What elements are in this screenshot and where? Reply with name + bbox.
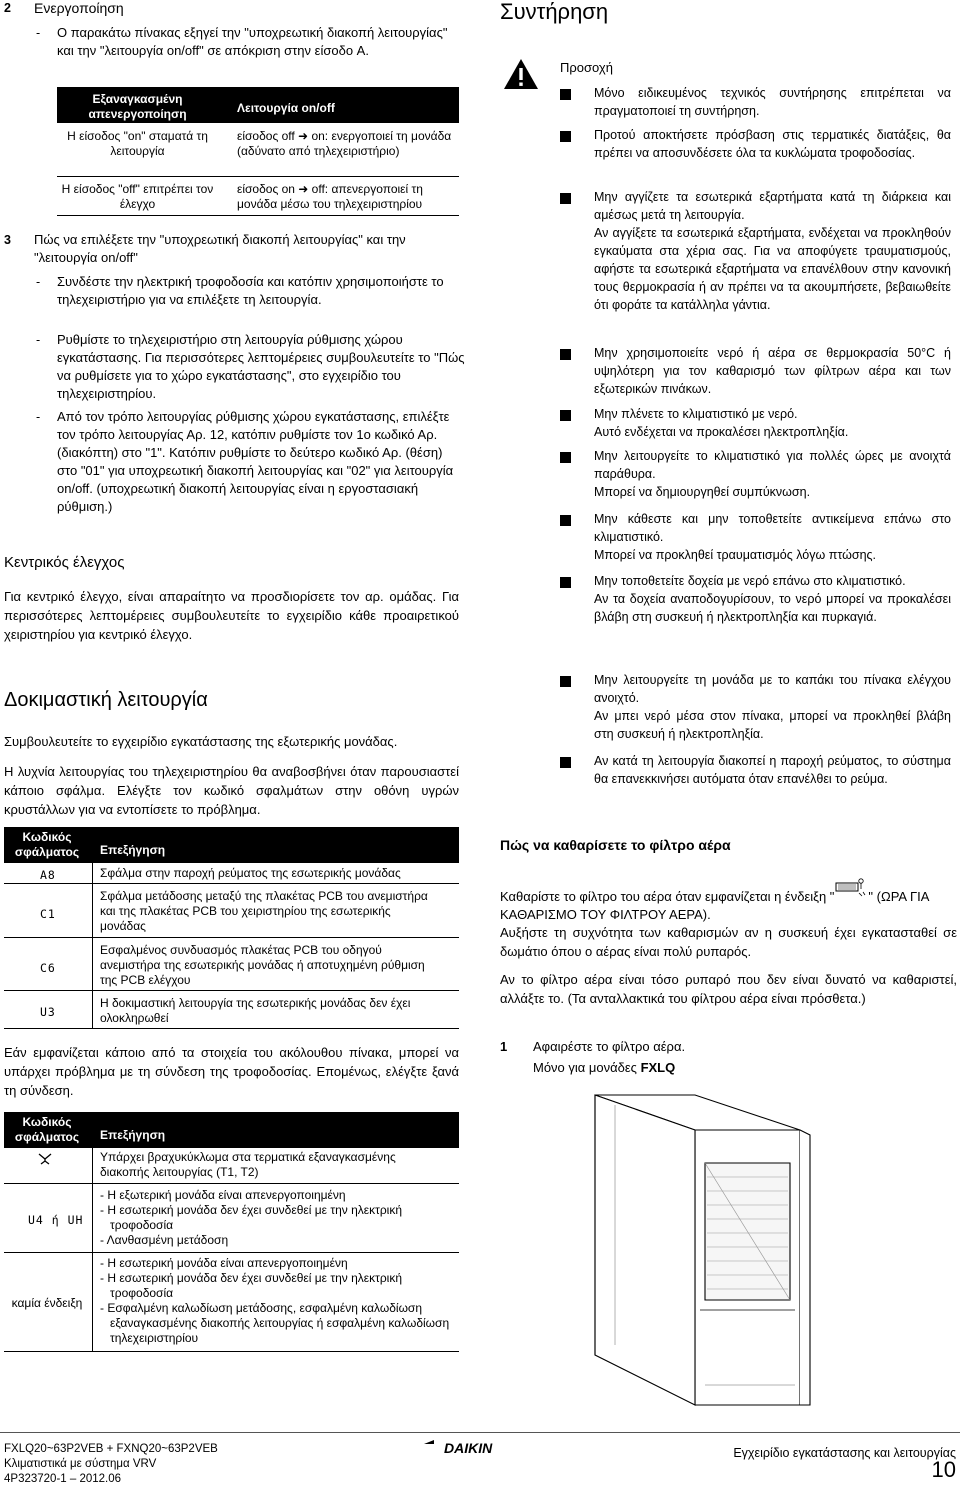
test-operation-p1: Συμβουλευτείτε το εγχειρίδιο εγκατάστασης της εξωτερικής μονάδας.	[4, 734, 398, 749]
arrow-right-icon: ➜	[298, 182, 309, 196]
svg-text:DAIKIN: DAIKIN	[444, 1440, 493, 1456]
error-table-2-header-explanation: Επεξήγηση	[100, 1128, 166, 1142]
bullet-dash: -	[36, 410, 41, 424]
error-text-c1: Σφάλμα μετάδοσης μεταξύ της πλακέτας PCB του ανεμιστήρα και της πλακέτας PCB του χειριστηρίου της εσωτερικής μονάδας	[100, 889, 428, 933]
power-connection-note: Εάν εμφανίζεται κάποιο από τα στοιχεία του ακόλουθου πίνακα, μπορεί να υπάρχει πρόβλημα με τη σύνδεση της τροφοδοσίας. Επομένως, ελέγξτε ξανά τη σύνδεση.	[4, 1045, 459, 1098]
caution-item: Μην τοποθετείτε δοχεία με νερό επάνω στο κλιματιστικό. Αν τα δοχεία αναποδογυρίσουν, το νερό μπορεί να προκαλέσει βλάβη στη συσκευή ή ηλεκτροπληξία και πυρκαγιά.	[594, 574, 951, 624]
section-2-title: Ενεργοποίηση	[34, 0, 124, 16]
mode-table-header-1: Εξαναγκασμένη απενεργοποίηση	[88, 92, 187, 121]
error-table-2-header-code: Κωδικός σφάλματος	[14, 1115, 80, 1144]
error-text-c6: Εσφαλμένος συνδυασμός πλακέτας PCB του οδηγού ανεμιστήρα της εσωτερικής μονάδας ή αποτυχημένη ρύθμιση της PCB ελέγχου	[100, 943, 425, 987]
footer-subtitle: Κλιματιστικά με σύστημα VRV	[4, 1458, 157, 1470]
central-control-title: Κεντρικός έλεγχος	[4, 554, 125, 571]
error-text-u4-uh: - Η εξωτερική μονάδα είναι απενεργοποιημένη - Η εσωτερική μονάδα δεν έχει συνδεθεί με την ηλεκτρική τροφοδοσία - Λανθασμένη μετάδοση	[100, 1188, 403, 1247]
footer-doc-number: 4P323720-1 – 2012.06	[4, 1473, 122, 1485]
test-operation-title: Δοκιμαστική λειτουργία	[4, 689, 208, 711]
filter-clean-icon	[834, 882, 868, 900]
test-operation-p2: Η λυχνία λειτουργίας του τηλεχειριστηρίου θα αναβοσβήνει όταν παρουσιαστεί κάποιο σφάλμα. Ελέγξτε τον κωδικό σφαλμάτων στην οθόνη υγρών κρυστάλλων για να εντοπίσετε το πρόβλημα.	[4, 764, 459, 817]
section-3-number: 3	[4, 233, 11, 247]
step-number: 1	[500, 1039, 508, 1054]
arrow-right-icon: ➜	[298, 129, 309, 143]
page-number: 10	[931, 1457, 956, 1482]
indoor-unit-illustration	[585, 1085, 835, 1415]
caution-item: Μην λειτουργείτε το κλιματιστικό για πολλές ώρες με ανοιχτά παράθυρα. Μπορεί να δημιουργηθεί συμπύκνωση.	[594, 449, 951, 499]
error-code-a8: A8	[40, 868, 56, 882]
filter-paragraph-3: Αν το φίλτρο αέρα είναι τόσο ρυπαρό που δεν είναι δυνατό να καθαριστεί, αλλάξτε το. (Τα ανταλλακτικά του φίλτρου αέρα είναι πρόσθετα.)	[500, 972, 957, 1006]
caution-item: Μην λειτουργείτε τη μονάδα με το καπάκι του πίνακα ελέγχου ανοιχτό. Αν μπει νερό μέσα στον πίνακα, μπορεί να προκληθεί βλάβη στη συσκευή ή ηλεκτροπληξία.	[594, 673, 951, 741]
error-table-1-header-explanation: Επεξήγηση	[100, 843, 166, 857]
central-control-text: Για κεντρικό έλεγχο, είναι απαραίτητο να προσδιορίσετε τον αρ. ομάδας. Για περισσότερες λεπτομέρειες συμβουλευτείτε το εγχειρίδιο κάθε προαιρετικού χειριστηρίου για κεντρικό έλεγχο.	[4, 589, 459, 642]
bullet-dash: -	[36, 275, 41, 289]
error-code-u3: U3	[40, 1005, 56, 1019]
maintenance-title: Συντήρηση	[500, 0, 609, 24]
error-code-c6: C6	[40, 961, 56, 975]
caution-item: Μόνο ειδικευμένος τεχνικός συντήρησης επιτρέπεται να πραγματοποιεί τη συντήρηση.	[594, 86, 951, 118]
warning-triangle-icon	[503, 58, 539, 90]
mode-table-r1c1: Η είσοδος "on" σταματά τη λειτουργία	[67, 129, 208, 158]
section-3-bullet-3: Από τον τρόπο λειτουργίας ρύθμισης χώρου εγκατάστασης, επιλέξτε τον τρόπο λειτουργίας Αρ. 12, κατόπιν ρυθμίστε τον 1ο κωδικό Αρ. (διακόπτη) στο "1". Κατόπιν ρυθμίστε το δεύτερο κωδικό Αρ. (θέση) στο "01" για υποχρεωτική διακοπή λειτουργίας και "02" για λειτουργία on/off. (υποχρεωτική διακοπή λειτουργίας είναι η εργοστασιακή ρύθμιση.)	[57, 409, 454, 514]
error-code-c1: C1	[40, 907, 56, 921]
filter-section-title: Πώς να καθαρίσετε το φίλτρο αέρα	[500, 837, 731, 853]
section-3-bullet-1: Συνδέστε την ηλεκτρική τροφοδοσία και κατόπιν χρησιμοποιήστε το τηλεχειριστήριο για να επιλέξετε τη λειτουργία.	[57, 274, 444, 307]
filter-paragraph-1: Καθαρίστε το φίλτρο του αέρα όταν εμφανίζεται η ένδειξη " " (ΩΡΑ ΓΙΑ ΚΑΘΑΡΙΣΜΟ ΤΟΥ ΦΙΛΤΡΟΥ ΑΕΡΑ).	[500, 882, 958, 924]
section-2-text: Ο παρακάτω πίνακας εξηγεί την "υποχρεωτική διακοπή λειτουργίας" και την "λειτουργία on/off" σε απόκριση στην είσοδο A.	[57, 25, 448, 58]
centralized-control-icon	[37, 1152, 53, 1164]
section-3-title: Πώς να επιλέξετε την "υποχρεωτική διακοπή λειτουργίας" και την "λειτουργία on/off"	[34, 232, 406, 265]
caution-item: Μην πλένετε το κλιματιστικό με νερό. Αυτό ενδέχεται να προκαλέσει ηλεκτροπληξία.	[594, 407, 849, 439]
mode-table-r1c2: είσοδος off ➜ on: ενεργοποιεί τη μονάδα (αδύνατο από τηλεχειριστήριο)	[237, 129, 452, 158]
section-3-bullet-2: Ρυθμίστε το τηλεχειριστήριο στη λειτουργία ρύθμισης χώρου εγκατάστασης. Για περισσότερες λεπτομέρειες συμβουλευτείτε το "Πώς να ρυθμίσετε για το χώρο εγκατάστασης", στο εγχειρίδιο του τηλεχειριστηρίου.	[57, 332, 465, 401]
caution-label: Προσοχή	[560, 60, 613, 75]
caution-item: Μην χρησιμοποιείτε νερό ή αέρα σε θερμοκρασία 50°C ή υψηλότερη για τον καθαρισμό των φίλτρων αέρα και των εξωτερικών πινάκων.	[594, 346, 951, 396]
step-subtext: Μόνο για μονάδες FXLQ	[533, 1060, 676, 1075]
caution-item: Μην κάθεστε και μην τοποθετείτε αντικείμενα επάνω στο κλιματιστικό. Μπορεί να προκληθεί τραυματισμός λόγω πτώσης.	[594, 512, 951, 562]
error-text-u3: Η δοκιμαστική λειτουργία της εσωτερικής μονάδας δεν έχει ολοκληρωθεί	[100, 996, 411, 1025]
caution-item: Αν κατά τη λειτουργία διακοπεί η παροχή ρεύματος, το σύστημα θα επανεκκινήσει αυτόματα όταν επανέλθει το ρεύμα.	[594, 754, 951, 786]
error-table-1-header-code: Κωδικός σφάλματος	[14, 830, 80, 859]
error-text-short-circuit: Υπάρχει βραχυκύκλωμα στα τερματικά εξαναγκασμένης διακοπής λειτουργίας (T1, T2)	[100, 1150, 396, 1179]
footer-manual-title: Εγχειρίδιο εγκατάστασης και λειτουργίας	[733, 1446, 956, 1460]
caution-item: Προτού αποκτήσετε πρόσβαση στις τερματικές διατάξεις, θα πρέπει να αποσυνδέσετε όλα τα κυκλώματα τροφοδοσίας.	[594, 128, 951, 160]
filter-paragraph-2: Αυξήστε τη συχνότητα των καθαρισμών αν η συσκευή έχει εγκατασταθεί σε δωμάτιο όπου ο αέρας είναι πολύ ρυπαρός.	[500, 925, 957, 959]
mode-table-r2c1: Η είσοδος "off" επιτρέπει τον έλεγχο	[61, 182, 214, 211]
mode-table-r2c2: είσοδος on ➜ off: απενεργοποιεί τη μονάδα μέσω του τηλεχειριστηρίου	[237, 182, 423, 211]
step-text: Αφαιρέστε το φίλτρο αέρα.	[533, 1039, 686, 1054]
error-code-no-display: καμία ένδειξη	[11, 1296, 83, 1310]
error-text-no-display: - Η εσωτερική μονάδα είναι απενεργοποιημένη - Η εσωτερική μονάδα δεν έχει συνδεθεί με την ηλεκτρική τροφοδοσία - Εσφαλμένη καλωδίωση μετάδοσης, εσφαλμένη καλωδίωση εξαναγκασμένης διακοπής λειτουργίας ή εσφαλμένη καλωδίωση τηλεχειριστηρίου	[100, 1256, 450, 1345]
caution-item: Μην αγγίζετε τα εσωτερικά εξαρτήματα κατά τη διάρκεια και αμέσως μετά τη λειτουργία. Αν αγγίξετε τα εσωτερικά εξαρτήματα, ενδέχεται να προκληθούν εγκαύματα στα χέρια σας. Για να αποφύγετε τραυματισμούς, αφήστε τα εσωτερικά εξαρτήματα να επανέλθουν στην κανονική τους θερμοκρασία ή αν πρέπει να τα ακουμπήσετε, βεβαιωθείτε ότι φοράτε τα κατάλληλα γάντια.	[594, 190, 951, 312]
mode-table-header-2: Λειτουργία on/off	[237, 101, 335, 115]
error-text-a8: Σφάλμα στην παροχή ρεύματος της εσωτερικής μονάδας	[100, 866, 401, 880]
section-2-number: 2	[4, 1, 11, 15]
error-code-u4-uh: U4 ή UH	[28, 1213, 84, 1227]
daikin-logo	[422, 1438, 522, 1458]
bullet-dash: -	[36, 26, 41, 40]
footer-model: FXLQ20~63P2VEB + FXNQ20~63P2VEB	[4, 1443, 218, 1455]
bullet-dash: -	[36, 333, 41, 347]
